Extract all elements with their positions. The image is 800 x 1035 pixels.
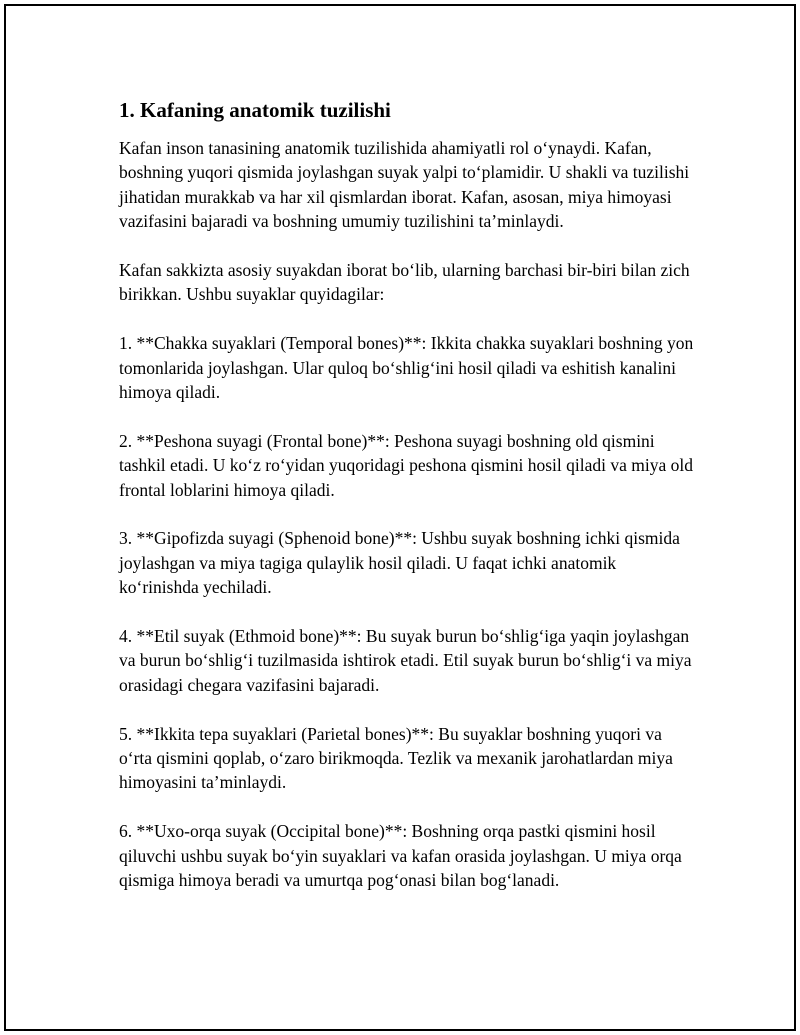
paragraph-sphenoid-bone: 3. **Gipofizda suyagi (Sphenoid bone)**: Ushbu suyak boshning ichki qismida joylashgan va miya tagiga qulaylik hosil qiladi. U faqat ichki anatomik ko‘rinishda yechiladi.: [119, 528, 680, 598]
section-heading: 1. Kafaning anatomik tuzilishi: [119, 98, 391, 122]
document-content: [119, 96, 699, 917]
paragraph-ethmoid-bone: 4. **Etil suyak (Ethmoid bone)**: Bu suyak burun bo‘shlig‘iga yaqin joylashgan va burun bo‘shlig‘i tuzilmasida ishtirok etadi. Etil suyak burun bo‘shlig‘i va miya orasidagi chegara vazifasini bajaradi.: [119, 626, 692, 695]
paragraph-temporal-bones: 1. **Chakka suyaklari (Temporal bones)**: Ikkita chakka suyaklari boshning yon tomonlarida joylashgan. Ular quloq bo‘shlig‘ini hosil qiladi va eshitish kanalini himoya qiladi.: [119, 333, 694, 403]
paragraph-parietal-bones: 5. **Ikkita tepa suyaklari (Parietal bones)**: Bu suyaklar boshning yuqori va o‘rta qismini qoplab, o‘zaro birikmoqda. Tezlik va mexanik jarohatlardan miya himoyasini ta’minlaydi.: [119, 723, 673, 793]
document-page: [4, 4, 796, 1031]
paragraph-occipital-bone: 6. **Uxo-orqa suyak (Occipital bone)**: Boshning orqa pastki qismini hosil qiluvchi ushbu suyak bo‘yin suyaklari va kafan orasida joylashgan. U miya orqa qismiga himoya beradi va umurtqa pog‘onasi bilan bog‘lanadi.: [119, 821, 682, 891]
paragraph-frontal-bone: 2. **Peshona suyagi (Frontal bone)**: Peshona suyagi boshning old qismini tashkil etadi. U ko‘z ro‘yidan yuqoridagi peshona qismini hosil qiladi va miya old frontal loblarini himoya qiladi.: [119, 430, 693, 500]
paragraph-intro: Kafan inson tanasining anatomik tuzilishida ahamiyatli rol o‘ynaydi. Kafan, boshning yuqori qismida joylashgan suyak yalpi to‘plamidir. U shakli va tuzilishi jihatidan murakkab va har xil qismlardan iborat. Kafan, asosan, miya himoyasi vazifasini bajaradi va boshning umumiy tuzilishini ta’minlaydi.: [119, 138, 690, 232]
paragraph-bones-overview: Kafan sakkizta asosiy suyakdan iborat bo‘lib, ularning barchasi bir-biri bilan zich birikkan. Ushbu suyaklar quyidagilar:: [119, 260, 690, 305]
